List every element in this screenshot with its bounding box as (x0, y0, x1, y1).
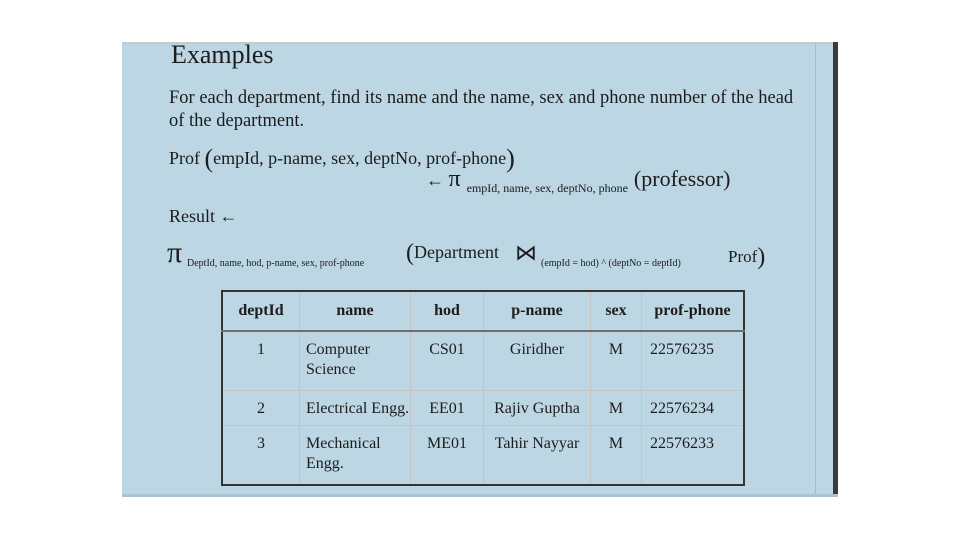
department-relation (406, 240, 499, 267)
professor-relation: (professor) (633, 166, 731, 191)
slide-divider (815, 42, 816, 497)
slide-title: Examples (171, 40, 274, 69)
prof-name: Prof (169, 148, 200, 168)
cell-deptid: 3 (222, 425, 300, 485)
slide-bottom-band (122, 494, 838, 497)
prof-relation-name: Prof (728, 247, 758, 266)
cell-deptid: 2 (222, 391, 300, 426)
open-paren: ( (204, 144, 214, 173)
cell-sex: M (591, 331, 642, 391)
cell-prof-phone: 22576235 (642, 331, 745, 391)
result-label: Result (169, 206, 216, 226)
join-symbol: ⋈ (515, 240, 537, 265)
cell-name: Electrical Engg. (300, 391, 411, 426)
cell-prof-phone: 22576234 (642, 391, 745, 426)
table-row (222, 425, 744, 485)
department-name: Department (414, 242, 499, 262)
table-row (222, 391, 744, 426)
cell-prof-phone: 22576233 (642, 425, 745, 485)
cell-name: Computer Science (300, 331, 411, 391)
pi-symbol: π (448, 166, 461, 192)
prof-relation (728, 244, 765, 271)
header-prof-phone: prof-phone (642, 291, 745, 331)
cell-name: Mechanical Engg. (300, 425, 411, 485)
cell-sex: M (591, 425, 642, 485)
projection-professor (426, 166, 730, 193)
header-sex: sex (591, 291, 642, 331)
header-name: name (300, 291, 411, 331)
header-deptid: deptId (222, 291, 300, 331)
header-hod: hod (411, 291, 484, 331)
projection-attributes: empId, name, sex, deptNo, phone (466, 181, 628, 195)
open-paren-2: ( (406, 240, 414, 266)
table-row (222, 331, 744, 391)
slide-right-border (833, 42, 838, 497)
close-paren: ) (506, 144, 515, 173)
cell-deptid: 1 (222, 331, 300, 391)
cell-p-name: Giridher (484, 331, 591, 391)
prof-attributes: empId, p-name, sex, deptNo, prof-phone (213, 148, 507, 168)
close-paren-2: ) (757, 244, 766, 270)
cell-hod: CS01 (411, 331, 484, 391)
result-table (221, 290, 745, 486)
cell-hod: EE01 (411, 391, 484, 426)
question-text: For each department, find its name and the name, sex and phone number of the head of the department. (169, 88, 794, 131)
table-header-row (222, 291, 744, 331)
cell-hod: ME01 (411, 425, 484, 485)
assign-arrow-2: ← (219, 206, 238, 226)
projection-attributes-2: DeptId, name, hod, p-name, sex, prof-phone (187, 258, 365, 269)
pi-symbol-2: π (167, 236, 183, 269)
cell-p-name: Tahir Nayyar (484, 425, 591, 485)
cell-p-name: Rajiv Guptha (484, 391, 591, 426)
cell-sex: M (591, 391, 642, 426)
header-p-name: p-name (484, 291, 591, 331)
result-assignment (169, 206, 238, 227)
assign-arrow: ← (426, 170, 444, 190)
join-condition: (empId = hod) ^ (deptNo = deptId) (541, 258, 681, 269)
